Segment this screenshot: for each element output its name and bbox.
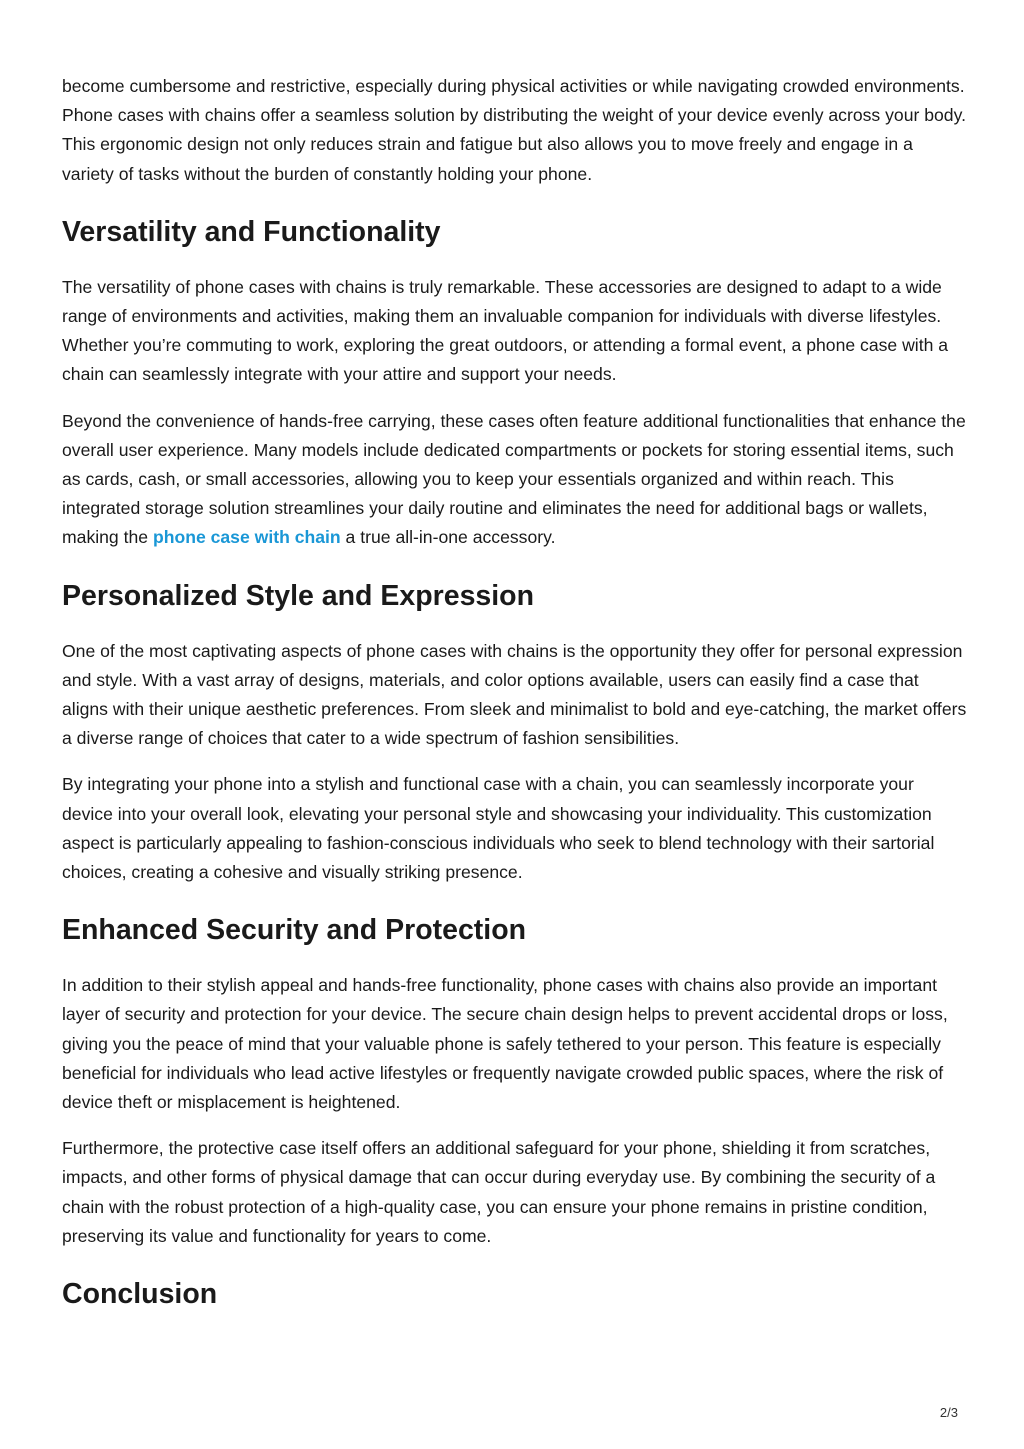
versatility-paragraph-2-text-after: a true all-in-one accessory.: [340, 527, 556, 548]
versatility-paragraph-2: [62, 407, 968, 553]
intro-paragraph: become cumbersome and restrictive, especially during physical activities or while navigating crowded environments. Phone cases with chains offer a seamless solution by distributing the weight of your device evenly across your body. This ergonomic design not only reduces strain and fatigue but also allows you to move freely and engage in a variety of tasks without the burden of constantly holding your phone.: [62, 76, 966, 184]
security-paragraph-2: Furthermore, the protective case itself offers an additional safeguard for your phone, shielding it from scratches, impacts, and other forms of physical damage that can occur during everyday use. By combining the security of a chain with the robust protection of a high-quality case, you can ensure your phone remains in pristine condition, preserving its value and functionality for years to come.: [62, 1138, 936, 1246]
style-paragraph-2: By integrating your phone into a stylish and functional case with a chain, you can seamlessly incorporate your device into your overall look, elevating your personal style and showcasing your individuality. This customization aspect is particularly appealing to fashion-conscious individuals who seek to blend technology with their sartorial choices, creating a cohesive and visually striking presence.: [62, 774, 935, 883]
security-paragraph-1: In addition to their stylish appeal and hands-free functionality, phone cases with chains also provide an important layer of security and protection for your device. The secure chain design helps to prevent accidental drops or loss, giving you the peace of mind that your valuable phone is safely tethered to your person. This feature is especially beneficial for individuals who lead active lifestyles or frequently navigate crowded public spaces, where the risk of device theft or misplacement is heightened.: [62, 975, 948, 1113]
section-heading-conclusion: Conclusion: [62, 1278, 218, 1311]
section-heading-versatility: Versatility and Functionality: [62, 215, 441, 248]
section-heading-personalized-style: Personalized Style and Expression: [62, 579, 535, 612]
versatility-paragraph-1: The versatility of phone cases with chains is truly remarkable. These accessories are designed to adapt to a wide range of environments and activities, making them an invaluable companion for individuals with diverse lifestyles. Whether you’re commuting to work, exploring the great outdoors, or attending a formal event, a phone case with a chain can seamlessly integrate with your attire and support your needs.: [62, 276, 949, 385]
document-page: [62, 72, 968, 1335]
phone-case-with-chain-link[interactable]: phone case with chain: [152, 527, 341, 548]
style-paragraph-1: One of the most captivating aspects of phone cases with chains is the opportunity they offer for personal expression and style. With a vast array of designs, materials, and color options available, users can easily find a case that aligns with their unique aesthetic preferences. From sleek and minimalist to bold and eye-catching, the market offers a diverse range of choices that cater to a wide spectrum of fashion sensibilities.: [62, 640, 967, 749]
page-number: 2/3: [939, 1405, 958, 1420]
versatility-paragraph-2-text-before: Beyond the convenience of hands-free carrying, these cases often feature additional functionalities that enhance the overall user experience. Many models include dedicated compartments or pockets for storing essential items, such as cards, cash, or small accessories, allowing you to keep your essentials organized and within reach. This integrated storage solution streamlines your daily routine and eliminates the need for additional bags or wallets, making the: [62, 410, 966, 548]
section-heading-security: Enhanced Security and Protection: [62, 914, 527, 947]
